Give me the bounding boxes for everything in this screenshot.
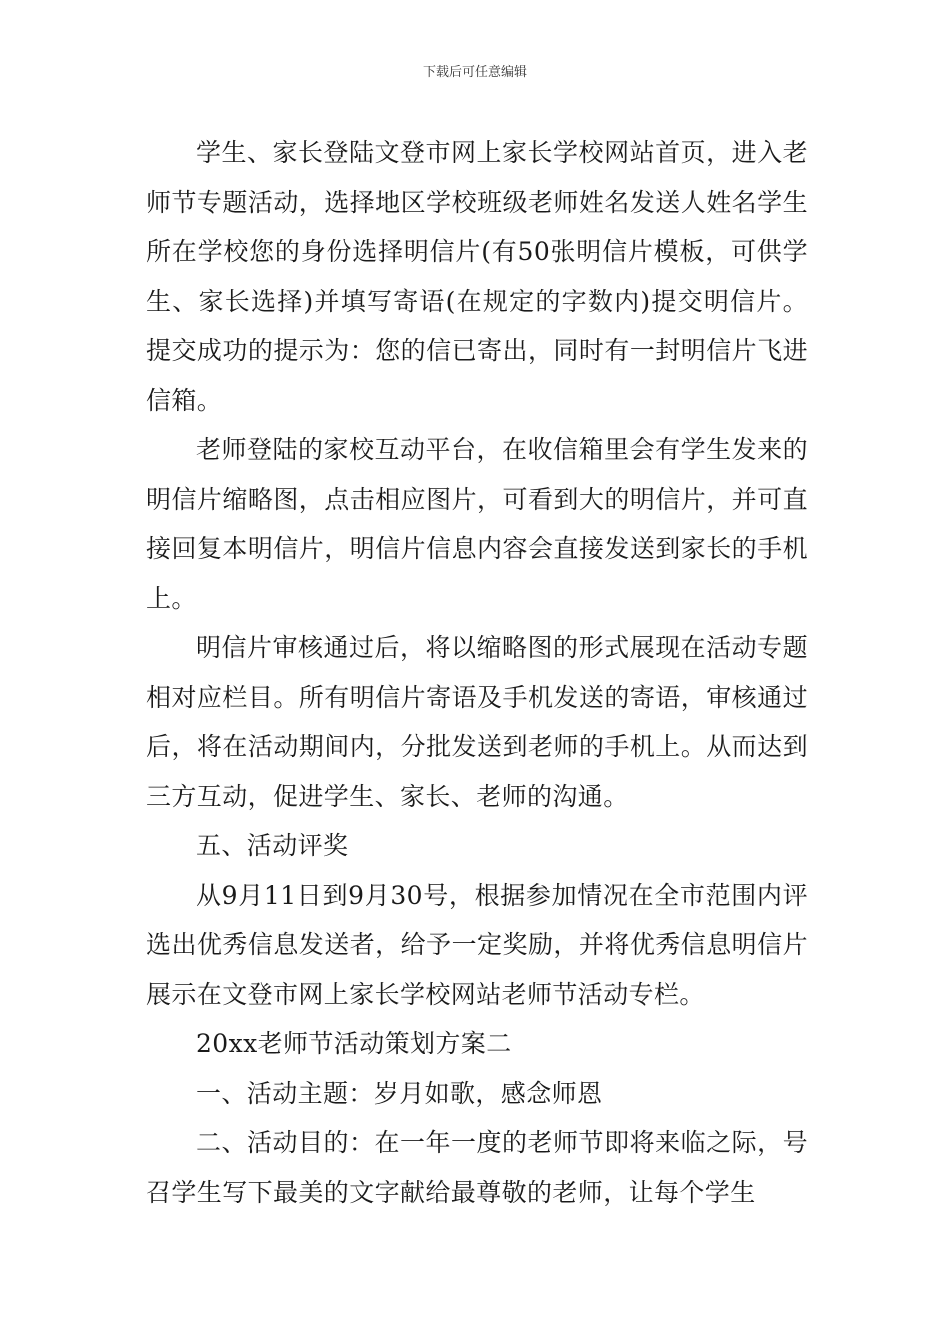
paragraph-awards: 从9月11日到9月30号，根据参加情况在全市范围内评选出优秀信息发送者，给予一定奖励，并将优秀信息明信片展示在文登市网上家长学校网站老师节活动专栏。 bbox=[146, 880, 808, 1009]
section-heading-theme: 一、活动主题：岁月如歌，感念师恩 bbox=[196, 1078, 603, 1108]
page-header: 下载后可任意编辑 bbox=[422, 65, 527, 80]
paragraph-review: 明信片审核通过后，将以缩略图的形式展现在活动专题相对应栏目。所有明信片寄语及手机发送的寄语，审核通过后，将在活动期间内，分批发送到老师的手机上。从而达到三方互动，促进学生、家长、老师的沟通。 bbox=[146, 633, 808, 811]
section-heading-awards: 五、活动评奖 bbox=[196, 831, 349, 860]
paragraph-purpose: 二、活动目的：在一年一度的老师节即将来临之际，号召学生写下最美的文字献给最尊敬的老师，让每个学生 bbox=[146, 1128, 808, 1207]
paragraph-teacher-login: 老师登陆的家校互动平台，在收信箱里会有学生发来的明信片缩略图，点击相应图片，可看到大的明信片，并可直接回复本明信片，明信片信息内容会直接发送到家长的手机上。 bbox=[146, 435, 808, 613]
document-body bbox=[146, 128, 808, 1217]
plan-two-title: 20xx老师节活动策划方案二 bbox=[196, 1029, 512, 1058]
paragraph-postcard-steps: 学生、家长登陆文登市网上家长学校网站首页，进入老师节专题活动，选择地区学校班级老师姓名发送人姓名学生所在学校您的身份选择明信片(有50张明信片模板，可供学生、家长选择)并填写寄语(在规定的字数内)提交明信片。提交成功的提示为：您的信已寄出，同时有一封明信片飞进信箱。 bbox=[146, 138, 808, 415]
